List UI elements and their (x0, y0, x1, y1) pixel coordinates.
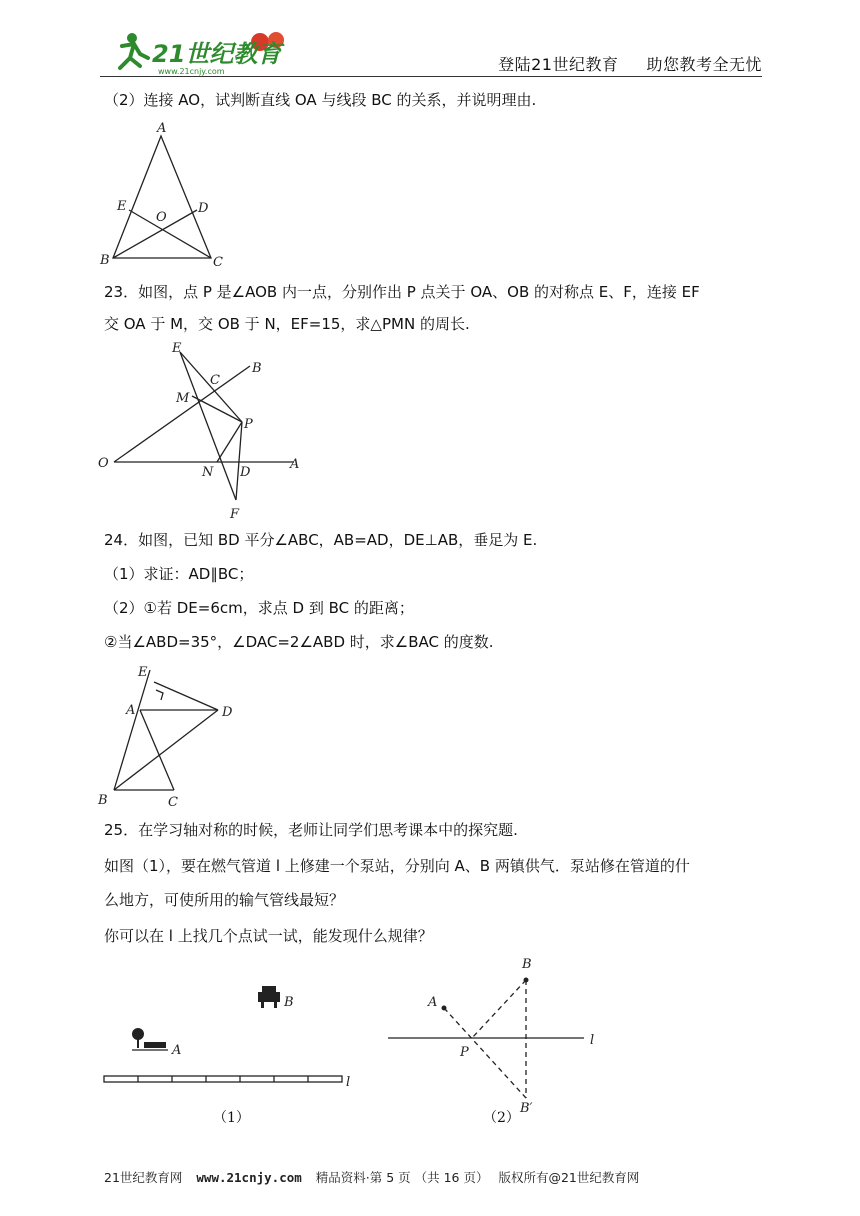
label-b: B (100, 253, 110, 268)
header-slogan (470, 52, 762, 75)
figure-pipeline-1 (96, 976, 366, 1086)
segment-ac (140, 710, 174, 790)
segment-bp (472, 980, 526, 1038)
segment-ab-prime (444, 1008, 526, 1098)
footer-info: 精品资料·第 5 页 （共 16 页） (315, 1170, 489, 1185)
q24-line3: （2）①若 DE=6cm，求点 D 到 BC 的距离； (104, 599, 414, 617)
label-b: B (98, 793, 108, 808)
q22-part2: （2）连接 AO，试判断直线 OA 与线段 BC 的关系，并说明理由. (104, 91, 537, 109)
label-d: D (222, 705, 233, 720)
segment-ce (129, 210, 211, 258)
figure-triangle-abc (96, 118, 246, 270)
label-p: P (244, 417, 253, 432)
segment-np (217, 422, 242, 462)
header-divider (100, 76, 762, 77)
footer-site: www.21cnjy.com (196, 1170, 302, 1185)
q23-line2: 交 OA 于 M，交 OB 于 N，EF=15，求△PMN 的周长. (104, 315, 470, 333)
logo-url: www.21cnjy.com (158, 67, 225, 76)
q25-line2: 如图（1），要在燃气管道 l 上修建一个泵站，分别向 A、B 两镇供气．泵站修在管道的什 (104, 857, 690, 875)
town-b-icon (258, 986, 280, 1008)
page-header (100, 28, 762, 80)
label-e: E (138, 665, 148, 680)
footer-org: 21世纪教育网 (104, 1170, 183, 1185)
q25-line4: 你可以在 l 上找几个点试一试，能发现什么规律？ (104, 927, 433, 945)
label-c: C (210, 373, 220, 388)
caption-figure-1: （1） (213, 1110, 250, 1126)
label-o: O (98, 456, 109, 471)
label-d: D (198, 201, 209, 216)
label-p: P (460, 1045, 469, 1060)
label-n: N (202, 465, 214, 480)
figure-bisector (94, 660, 254, 810)
triangle-abc (113, 136, 211, 258)
ray-ob (114, 366, 250, 462)
label-b-prime: B′ (520, 1101, 533, 1112)
label-e: E (117, 199, 127, 214)
slogan-right: 助您教考全无忧 (646, 55, 762, 74)
slogan-left: 登陆21世纪教育 (498, 55, 619, 74)
segment-mp (192, 396, 242, 422)
label-m: M (176, 391, 190, 406)
q25-line3: 么地方，可使所用的输气管线最短？ (104, 891, 345, 909)
label-a: A (172, 1043, 182, 1058)
label-a: A (126, 703, 136, 718)
label-f: F (230, 507, 240, 522)
label-a: A (428, 995, 438, 1010)
label-e: E (172, 341, 182, 356)
figure-angle-aob (94, 338, 314, 522)
segment-ed (154, 682, 218, 710)
label-b: B (284, 995, 294, 1010)
label-l: l (590, 1033, 595, 1048)
line-be (114, 670, 150, 790)
label-a: A (157, 121, 167, 136)
logo-text: 21世纪教育 (152, 40, 282, 68)
q24-line1: 24．如图，已知 BD 平分∠ABC，AB=AD，DE⊥AB，垂足为 E. (104, 531, 538, 549)
label-c: C (168, 795, 178, 810)
pipeline-l (104, 1076, 342, 1082)
right-angle-mark (156, 690, 163, 700)
label-o: O (156, 210, 167, 225)
segment-bd (114, 710, 218, 790)
footer-copyright: 版权所有@21世纪教育网 (498, 1170, 640, 1185)
label-l: l (346, 1075, 351, 1086)
label-b: B (522, 957, 532, 972)
label-a: A (290, 457, 300, 472)
site-logo (100, 28, 290, 76)
figure-pipeline-2 (380, 952, 620, 1112)
town-a-icon (132, 1028, 168, 1050)
label-c: C (213, 255, 223, 270)
label-b: B (252, 361, 262, 376)
q23-line1: 23．如图，点 P 是∠AOB 内一点，分别作出 P 点关于 OA、OB 的对称点 E、F，连接 EF (104, 283, 700, 301)
segment-bd (113, 210, 197, 258)
segment-pf (236, 422, 242, 500)
q24-line4: ②当∠ABD=35°，∠DAC=2∠ABD 时，求∠BAC 的度数. (104, 633, 494, 651)
label-d: D (240, 465, 251, 480)
page-footer (104, 1168, 639, 1186)
q25-line1: 25．在学习轴对称的时候，老师让同学们思考课本中的探究题. (104, 821, 518, 839)
caption-figure-2: （2） (483, 1110, 520, 1126)
q24-line2: （1）求证：AD∥BC； (104, 565, 254, 583)
